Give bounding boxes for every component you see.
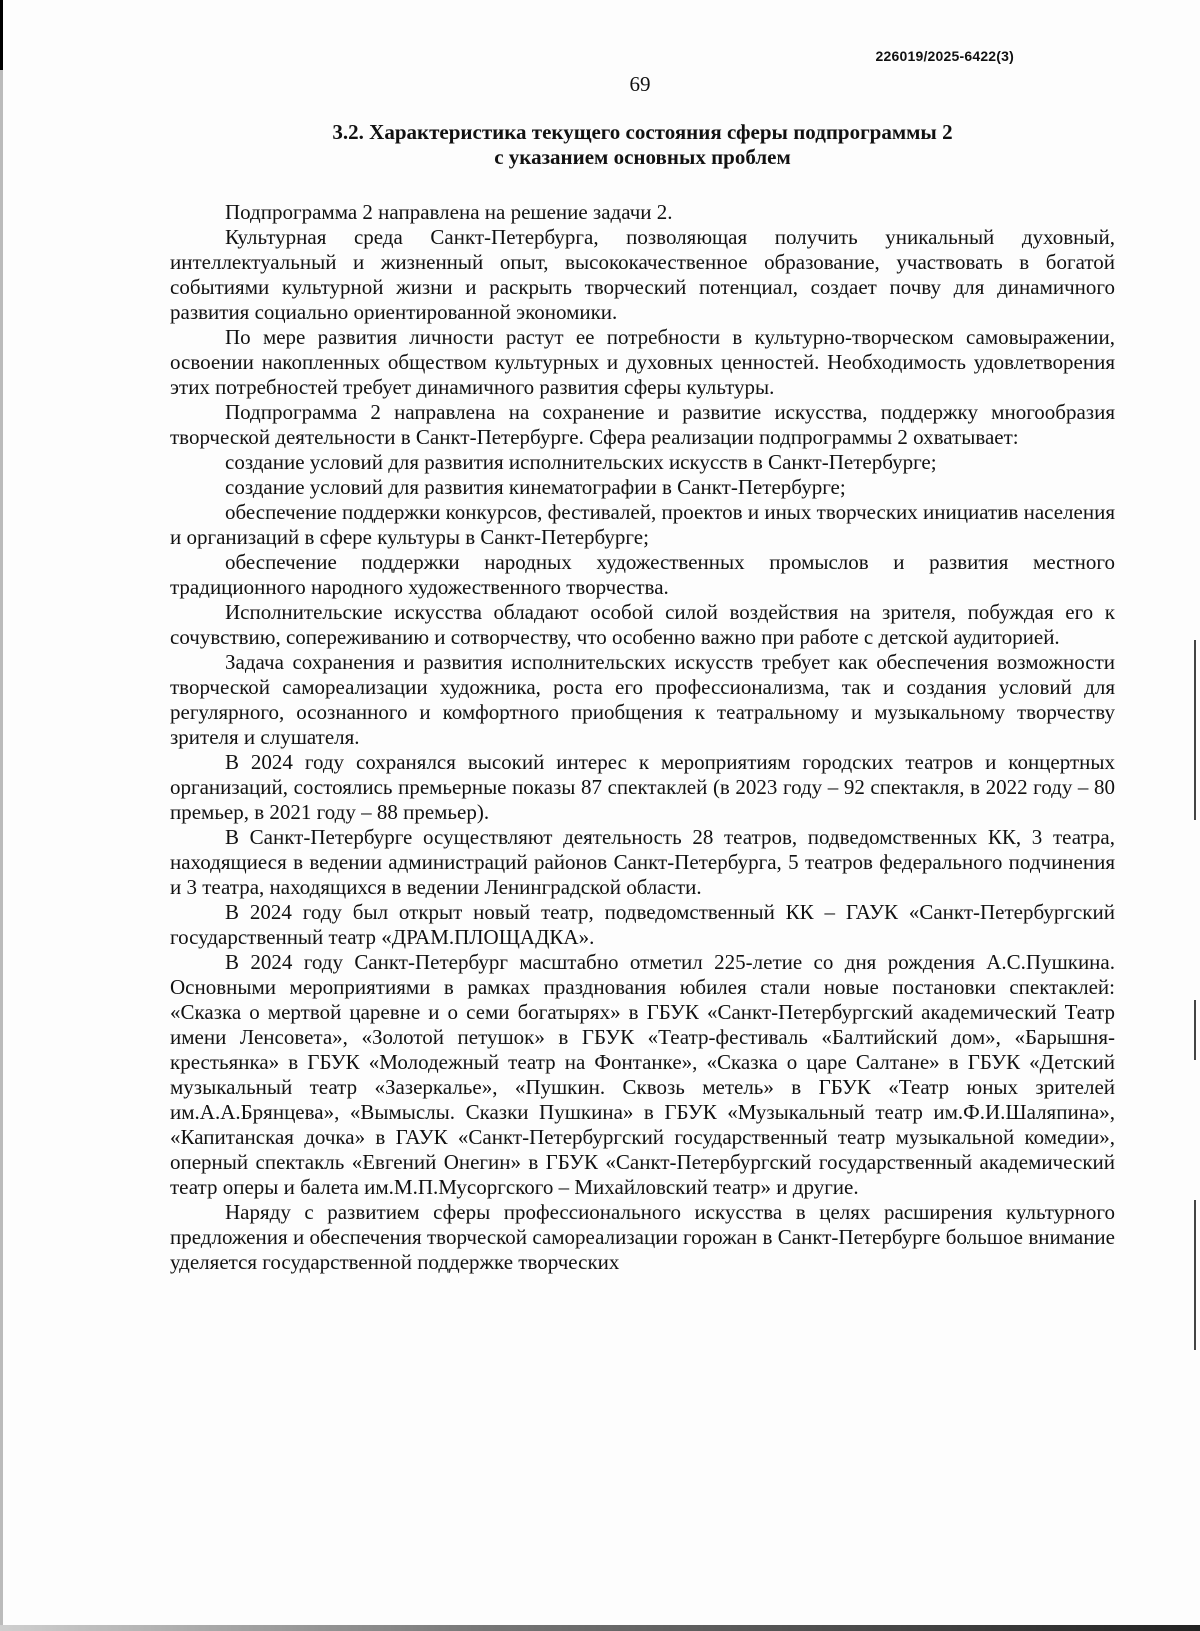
list-paragraph: создание условий для развития кинематографии в Санкт-Петербурге; <box>225 475 846 499</box>
paragraph: В 2024 году Санкт-Петербург масштабно отметил 225-летие со дня рождения А.С.Пушкина. Основными мероприятиями в рамках празднования юбилея стали новые постановки спектаклей: «Сказка о мертвой царевне и о семи богатырях» в ГБУК «Санкт-Петербургский академический Театр имени Ленсовета», «Золотой петушок» в ГБУК «Театр-фестиваль «Балтийский дом», «Барышня-крестьянка» в ГБУК «Молодежный театр на Фонтанке», «Сказка о царе Салтане» в ГБУК «Детский музыкальный театр «Зазеркалье», «Пушкин. Сквозь метель» в ГБУК «Театр юных зрителей им.А.А.Брянцева», «Вымыслы. Сказки Пушкина» в ГБУК «Музыкальный театр им.Ф.И.Шаляпина», «Капитанская дочка» в ГАУК «Санкт-Петербургский государственный театр музыкальной комедии», оперный спектакль «Евгений Онегин» в ГБУК «Санкт-Петербургский государственный академический театр оперы и балета им.М.П.Мусоргского – Михайловский театр» и другие. <box>170 950 1115 1199</box>
document-registration-number: 226019/2025-6422(3) <box>875 48 1014 64</box>
scan-left-edge <box>0 0 3 1631</box>
scan-right-mark <box>1194 1200 1196 1350</box>
paragraph: В 2024 году сохранялся высокий интерес к мероприятиям городских театров и концертных организаций, состоялись премьерные показы 87 спектаклей (в 2023 году – 92 спектакля, в 2022 году – 80 премьер, в 2021 году – 88 премьер). <box>170 750 1115 824</box>
scan-bottom-edge <box>0 1625 1200 1631</box>
paragraph: Задача сохранения и развития исполнительских искусств требует как обеспечения возможности творческой самореализации художника, роста его профессионализма, так и создания условий для регулярного, осознанного и комфортного приобщения к театральному и музыкальному творчеству зрителя и слушателя. <box>170 650 1115 749</box>
list-paragraph: обеспечение поддержки конкурсов, фестивалей, проектов и иных творческих инициатив населения и организаций в сфере культуры в Санкт-Петербурге; <box>170 500 1115 549</box>
paragraph: Подпрограмма 2 направлена на сохранение и развитие искусства, поддержку многообразия творческой деятельности в Санкт-Петербурге. Сфера реализации подпрограммы 2 охватывает: <box>170 400 1115 449</box>
scan-right-mark <box>1194 640 1196 820</box>
page-number: 69 <box>629 72 651 96</box>
scan-right-mark <box>1194 1000 1196 1060</box>
paragraph: Культурная среда Санкт-Петербурга, позволяющая получить уникальный духовный, интеллектуальный и жизненный опыт, высококачественное образование, участвовать в богатой событиями культурной жизни и раскрыть творческий потенциал, создает почву для динамичного развития социально ориентированной экономики. <box>170 225 1115 324</box>
section-heading-line: с указанием основных проблем <box>494 145 791 169</box>
paragraph: Исполнительские искусства обладают особой силой воздействия на зрителя, побуждая его к сочувствию, сопереживанию и сотворчеству, что особенно важно при работе с детской аудиторией. <box>170 600 1115 649</box>
paragraph: Подпрограмма 2 направлена на решение задачи 2. <box>225 200 673 224</box>
section-heading-line: 3.2. Характеристика текущего состояния сферы подпрограммы 2 <box>332 120 953 144</box>
paragraph: В Санкт-Петербурге осуществляют деятельность 28 театров, подведомственных КК, 3 театра, находящиеся в ведении администраций районов Санкт-Петербурга, 5 театров федерального подчинения и 3 театра, находящихся в ведении Ленинградской области. <box>170 825 1115 899</box>
list-paragraph: создание условий для развития исполнительских искусств в Санкт-Петербурге; <box>225 450 937 474</box>
paragraph: Наряду с развитием сферы профессионального искусства в целях расширения культурного предложения и обеспечения творческой самореализации горожан в Санкт-Петербурге большое внимание уделяется государственной поддержке творческих <box>170 1200 1115 1274</box>
paragraph: В 2024 году был открыт новый театр, подведомственный КК – ГАУК «Санкт-Петербургский государственный театр «ДРАМ.ПЛОЩАДКА». <box>170 900 1115 949</box>
section-heading <box>170 120 1115 170</box>
paragraph: По мере развития личности растут ее потребности в культурно-творческом самовыражении, освоении накопленных обществом культурных и духовных ценностей. Необходимость удовлетворения этих потребностей требует динамичного развития сферы культуры. <box>170 325 1115 399</box>
document-body <box>170 200 1115 1275</box>
list-paragraph: обеспечение поддержки народных художественных промыслов и развития местного традиционного народного художественного творчества. <box>170 550 1115 599</box>
